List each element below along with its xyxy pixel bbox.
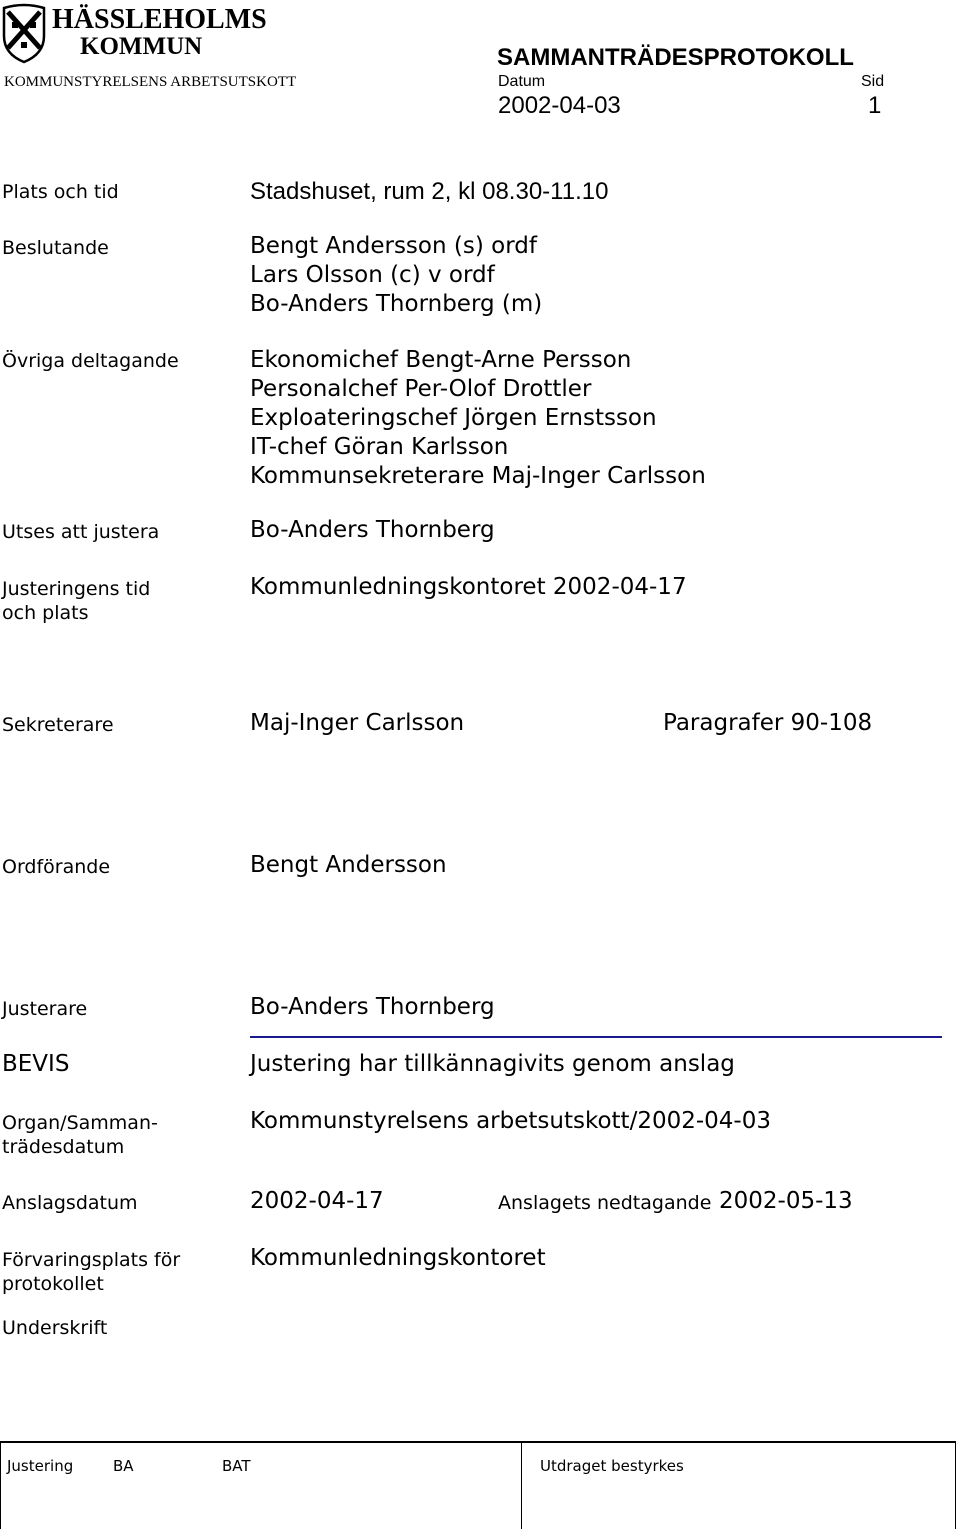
beslutande-label: Beslutande (2, 237, 109, 259)
beslutande-list (250, 232, 542, 319)
header-subtitle: KOMMUNSTYRELSENS ARBETSUTSKOTT (4, 74, 297, 90)
plats-label: Plats och tid (2, 181, 119, 203)
org-name-line1: HÄSSLEHOLMS (52, 4, 267, 35)
justeringens-label-1: Justeringens tid (2, 578, 151, 600)
bevis-divider (250, 1036, 942, 1038)
footer-ba: BA (113, 1457, 134, 1475)
list-item: Personalchef Per-Olof Drottler (250, 376, 592, 402)
list-item: Bo-Anders Thornberg (m) (250, 291, 543, 317)
organ-value: Kommunstyrelsens arbetsutskott/2002-04-03 (250, 1108, 771, 1134)
utses-label: Utses att justera (2, 521, 160, 543)
header-date: 2002-04-03 (498, 92, 621, 119)
sekreterare-label: Sekreterare (2, 714, 114, 736)
list-item: Kommunsekreterare Maj-Inger Carlsson (250, 463, 706, 489)
utses-value: Bo-Anders Thornberg (250, 517, 495, 543)
ovriga-label: Övriga deltagande (2, 350, 179, 372)
coat-of-arms-icon (2, 2, 46, 64)
doc-title: SAMMANTRÄDESPROTOKOLL (497, 44, 854, 71)
org-name-line2: KOMMUN (80, 33, 203, 60)
list-item: IT-chef Göran Karlsson (250, 434, 509, 460)
sekreterare-value: Maj-Inger Carlsson (250, 710, 465, 736)
footer-box-mid (521, 1443, 522, 1529)
footer-justering: Justering (7, 1457, 74, 1475)
footer-utdraget: Utdraget bestyrkes (540, 1457, 684, 1475)
justerare-value: Bo-Anders Thornberg (250, 994, 495, 1020)
list-item: Exploateringschef Jörgen Ernstsson (250, 405, 657, 431)
underskrift-label: Underskrift (2, 1317, 108, 1339)
kommun-logo (2, 2, 46, 64)
ordforande-value: Bengt Andersson (250, 852, 447, 878)
bevis-label: BEVIS (2, 1051, 70, 1077)
nedtagande-value: 2002-05-13 (719, 1188, 853, 1214)
forvaring-label-1: Förvaringsplats för (2, 1249, 181, 1271)
forvaring-value: Kommunledningskontoret (250, 1245, 546, 1271)
footer-bat: BAT (222, 1457, 251, 1475)
justeringens-value: Kommunledningskontoret 2002-04-17 (250, 574, 687, 600)
anslagsdatum-value: 2002-04-17 (250, 1188, 384, 1214)
plats-value: Stadshuset, rum 2, kl 08.30-11.10 (250, 178, 609, 205)
forvaring-label-2: protokollet (2, 1273, 104, 1295)
anslagsdatum-label: Anslagsdatum (2, 1192, 138, 1214)
bevis-value: Justering har tillkännagivits genom anslag (250, 1051, 735, 1077)
justeringens-label-2: och plats (2, 602, 89, 624)
list-item: Ekonomichef Bengt-Arne Persson (250, 347, 632, 373)
ovriga-list (250, 346, 706, 491)
nedtagande-label: Anslagets nedtagande (498, 1192, 712, 1214)
header-page: 1 (868, 92, 882, 119)
sid-label: Sid (861, 73, 885, 90)
paragrafer: Paragrafer 90-108 (663, 710, 873, 736)
list-item: Lars Olsson (c) v ordf (250, 262, 495, 288)
ordforande-label: Ordförande (2, 856, 111, 878)
datum-label: Datum (498, 73, 546, 90)
organ-label-2: trädesdatum (2, 1136, 125, 1158)
footer-box-left (0, 1443, 1, 1529)
justerare-label: Justerare (2, 998, 88, 1020)
list-item: Bengt Andersson (s) ordf (250, 233, 537, 259)
organ-label-1: Organ/Samman- (2, 1112, 158, 1134)
footer-rule (0, 1441, 956, 1443)
footer-box-right (955, 1443, 956, 1529)
